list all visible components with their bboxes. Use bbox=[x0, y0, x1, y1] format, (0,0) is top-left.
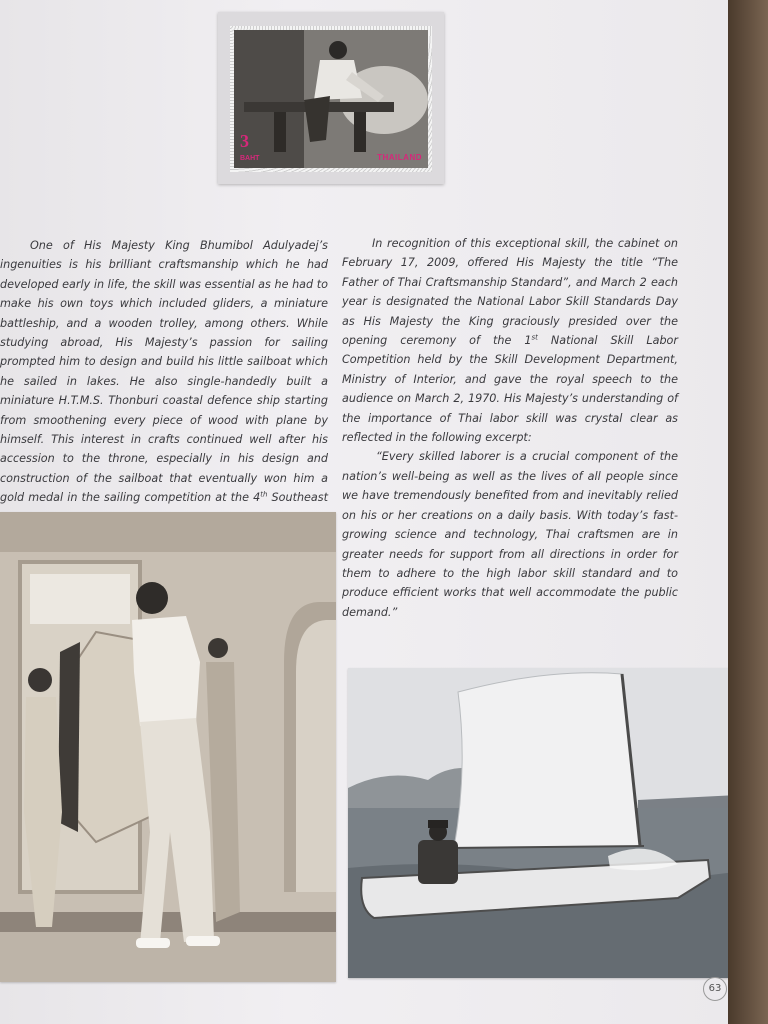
stamp-photo-woodworking bbox=[234, 30, 428, 168]
photo-king-illustration bbox=[0, 512, 336, 982]
stamp-value: 3 bbox=[240, 131, 249, 151]
left-paragraph-text: One of His Majesty King Bhumibol Adulyadej’s ingenuities is his brilliant craftsmanship which he had developed early in life, the skill was essential as he had to make his own toys which included gliders, a miniature battleship, and a wooden trolley, among others. While studying abroad, His Majesty’s passion for sailing prompted him to design and build his little sailboat which he sailed in lakes. He also single-handedly built a miniature H.T.M.S. Thonburi coastal defence ship starting from smoothening every piece of wood with plane by himself. This interest in crafts continued well after his accession to the throne, especially in his design and construction of the sailboat that eventually won him a gold medal in the sailing competition at the 4 bbox=[0, 239, 328, 505]
left-paragraph-end: Southeast bbox=[271, 491, 329, 505]
royal-speech-quote: “Every skilled laborer is a crucial component of the nation’s well-being as well as the lives of all people since we have tremendously benefited from and inevitably relied on his or her creations on a daily basis. With today’s fast-growing science and technology, Thai craftsmen are in greater needs for support from all directions in order for them to adhere to the high labor skill standard and to produce efficient works that well accommodate the public demand.” bbox=[342, 450, 678, 619]
right-text-column bbox=[342, 234, 678, 622]
page-number: 63 bbox=[703, 977, 727, 1001]
photo-king-with-sail bbox=[0, 512, 336, 982]
ordinal-suffix: th bbox=[260, 490, 268, 499]
book-spine bbox=[728, 0, 768, 1024]
right-paragraph-text: In recognition of this exceptional skill, the cabinet on February 17, 2009, offered His Majesty the title “The Father of Thai Craftsmanship Standard”, and March 2 each year is designated the National Labor Skill Standards Day as His Majesty the King graciously presided over the opening ceremony of the 1 bbox=[342, 237, 678, 348]
postage-stamp bbox=[218, 12, 444, 184]
right-paragraph bbox=[342, 234, 678, 447]
right-paragraph-end: National Skill Labor Competition held by the Skill Development Department, Ministry of Interior, and gave the royal speech to the audience on March 2, 1970. His Majesty’s understanding of the importance of Thai labor skill was crystal clear as reflected in the following excerpt: bbox=[342, 334, 678, 445]
stamp-illustration bbox=[234, 30, 428, 168]
photo-sailboat bbox=[348, 668, 728, 978]
left-text-column bbox=[0, 236, 328, 547]
left-paragraph bbox=[0, 236, 328, 547]
stamp-currency: BAHT bbox=[240, 155, 260, 162]
stamp-country: THAILAND bbox=[377, 153, 422, 162]
stamp-perforated-frame bbox=[230, 26, 432, 172]
photo-sailboat-illustration bbox=[348, 668, 728, 978]
decorative-wave-icon bbox=[726, 978, 728, 998]
ordinal-suffix: st bbox=[531, 333, 538, 342]
